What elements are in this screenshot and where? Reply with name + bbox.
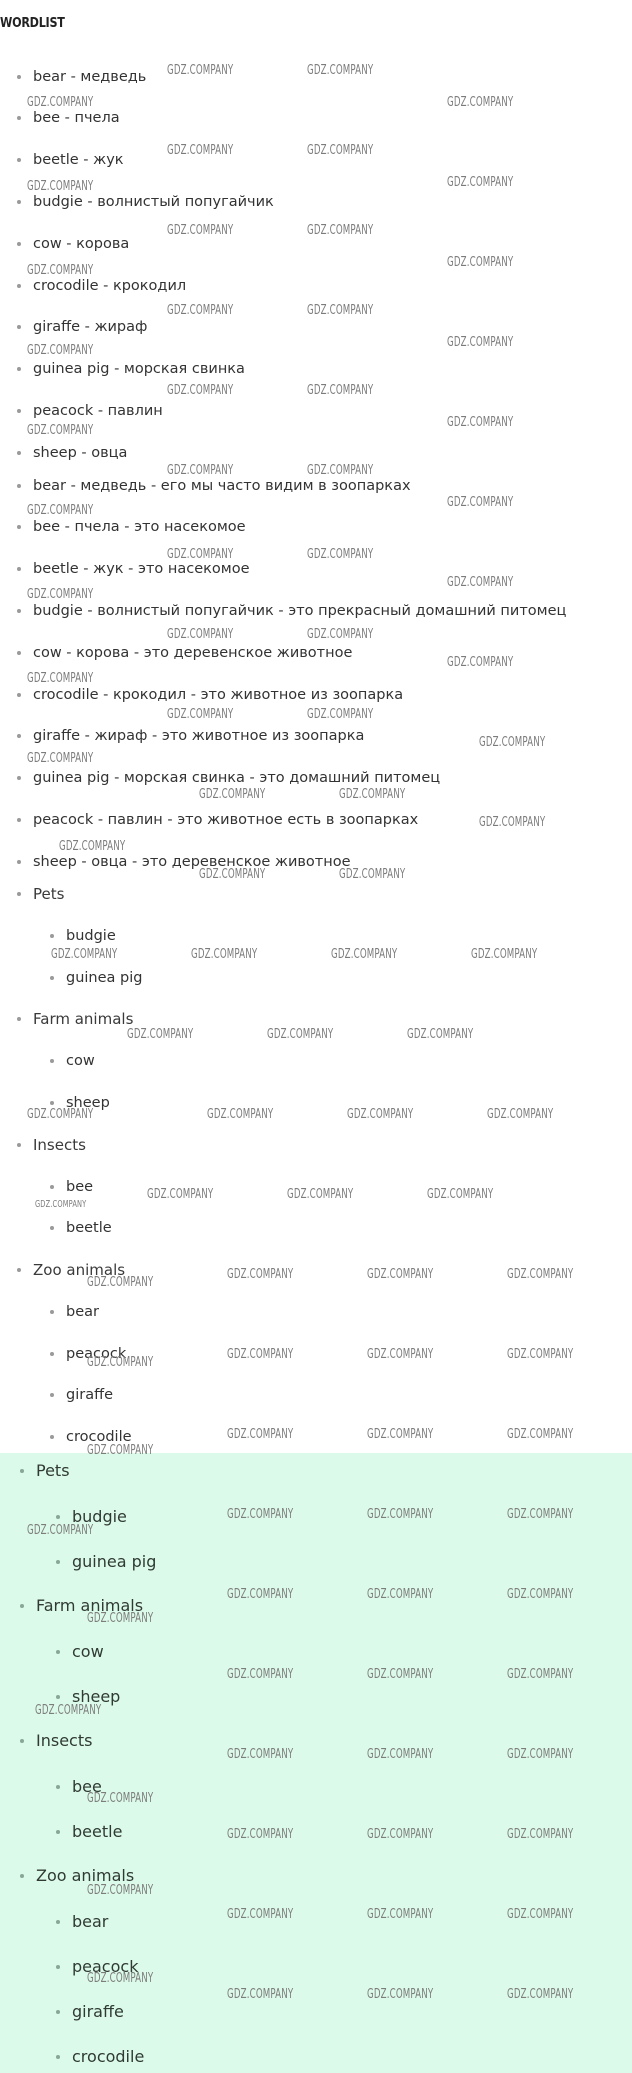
list-item: peacock - павлин	[33, 402, 163, 420]
watermark: GDZ.COMPANY	[367, 1827, 434, 1842]
watermark: GDZ.COMPANY	[447, 655, 514, 670]
watermark: GDZ.COMPANY	[307, 627, 374, 642]
watermark: GDZ.COMPANY	[59, 839, 126, 854]
category-pets: Pets	[33, 885, 64, 903]
watermark: GDZ.COMPANY	[307, 383, 374, 398]
watermark: GDZ.COMPANY	[27, 343, 94, 358]
list-item: guinea pig - морская свинка	[33, 360, 245, 378]
bullet-icon	[50, 1435, 54, 1439]
bullet-icon	[56, 1695, 60, 1699]
bullet-icon	[17, 860, 21, 864]
category-item: budgie	[72, 1507, 127, 1526]
watermark: GDZ.COMPANY	[367, 1267, 434, 1282]
category-item: sheep	[72, 1687, 120, 1706]
list-item: beetle - жук	[33, 151, 124, 169]
bullet-icon	[50, 1059, 54, 1063]
watermark: GDZ.COMPANY	[227, 1507, 294, 1522]
category-item: sheep	[66, 1094, 110, 1112]
watermark: GDZ.COMPANY	[507, 1347, 574, 1362]
watermark: GDZ.COMPANY	[199, 867, 266, 882]
watermark: GDZ.COMPANY	[307, 547, 374, 562]
watermark: GDZ.COMPANY	[167, 143, 234, 158]
watermark: GDZ.COMPANY	[27, 423, 94, 438]
watermark: GDZ.COMPANY	[267, 1027, 334, 1042]
bullet-icon	[17, 242, 21, 246]
watermark: GDZ.COMPANY	[447, 95, 514, 110]
category-insects: Insects	[36, 1731, 92, 1750]
watermark: GDZ.COMPANY	[367, 1667, 434, 1682]
category-item: budgie	[66, 927, 116, 945]
bullet-icon	[17, 651, 21, 655]
watermark: GDZ.COMPANY	[507, 1427, 574, 1442]
watermark: GDZ.COMPANY	[167, 303, 234, 318]
watermark: GDZ.COMPANY	[487, 1107, 554, 1122]
watermark: GDZ.COMPANY	[167, 547, 234, 562]
bullet-icon	[17, 451, 21, 455]
watermark: GDZ.COMPANY	[227, 1827, 294, 1842]
sentence-item: bear - медведь - его мы часто видим в зоопарках	[33, 477, 411, 495]
category-item: bear	[72, 1912, 108, 1931]
watermark: GDZ.COMPANY	[227, 1907, 294, 1922]
bullet-icon	[56, 2055, 60, 2059]
watermark: GDZ.COMPANY	[339, 787, 406, 802]
watermark: GDZ.COMPANY	[227, 1267, 294, 1282]
watermark: GDZ.COMPANY	[127, 1027, 194, 1042]
bullet-icon	[56, 2010, 60, 2014]
watermark: GDZ.COMPANY	[167, 223, 234, 238]
bullet-icon	[17, 1017, 21, 1021]
category-zoo-animals: Zoo animals	[36, 1866, 134, 1885]
watermark: GDZ.COMPANY	[367, 1507, 434, 1522]
watermark: GDZ.COMPANY	[27, 587, 94, 602]
category-item: peacock	[66, 1345, 126, 1363]
category-item: bee	[66, 1178, 93, 1196]
watermark: GDZ.COMPANY	[199, 787, 266, 802]
watermark: GDZ.COMPANY	[367, 1747, 434, 1762]
watermark: GDZ.COMPANY	[367, 1587, 434, 1602]
bullet-icon	[17, 776, 21, 780]
bullet-icon	[17, 567, 21, 571]
watermark: GDZ.COMPANY	[87, 1611, 154, 1626]
watermark: GDZ.COMPANY	[407, 1027, 474, 1042]
bullet-icon	[17, 1143, 21, 1147]
watermark: GDZ.COMPANY	[507, 1987, 574, 2002]
sentence-item: sheep - овца - это деревенское животное	[33, 853, 351, 871]
bullet-icon	[56, 1560, 60, 1564]
watermark: GDZ.COMPANY	[447, 255, 514, 270]
category-item: crocodile	[66, 1428, 132, 1446]
category-item: cow	[72, 1642, 104, 1661]
category-farm-animals: Farm animals	[36, 1596, 143, 1615]
watermark: GDZ.COMPANY	[367, 1347, 434, 1362]
watermark: GDZ.COMPANY	[287, 1187, 354, 1202]
watermark: GDZ.COMPANY	[27, 671, 94, 686]
watermark: GDZ.COMPANY	[307, 223, 374, 238]
watermark: GDZ.COMPANY	[507, 1747, 574, 1762]
bullet-icon	[17, 525, 21, 529]
watermark: GDZ.COMPANY	[167, 707, 234, 722]
bullet-icon	[50, 1185, 54, 1189]
watermark: GDZ.COMPANY	[167, 63, 234, 78]
list-item: bear - медведь	[33, 68, 146, 86]
bullet-icon	[17, 818, 21, 822]
bullet-icon	[17, 200, 21, 204]
bullet-icon	[17, 284, 21, 288]
watermark: GDZ.COMPANY	[27, 503, 94, 518]
watermark: GDZ.COMPANY	[367, 1907, 434, 1922]
watermark: GDZ.COMPANY	[307, 63, 374, 78]
category-zoo-animals: Zoo animals	[33, 1261, 125, 1279]
bullet-icon	[17, 693, 21, 697]
watermark: GDZ.COMPANY	[307, 143, 374, 158]
bullet-icon	[50, 934, 54, 938]
watermark: GDZ.COMPANY	[27, 179, 94, 194]
watermark: GDZ.COMPANY	[227, 1987, 294, 2002]
watermark: GDZ.COMPANY	[447, 175, 514, 190]
watermark: GDZ.COMPANY	[447, 415, 514, 430]
category-item: guinea pig	[72, 1552, 156, 1571]
watermark: GDZ.COMPANY	[191, 947, 258, 962]
category-item: beetle	[66, 1219, 112, 1237]
category-item: giraffe	[66, 1386, 113, 1404]
bullet-icon	[56, 1920, 60, 1924]
bullet-icon	[56, 1965, 60, 1969]
watermark: GDZ.COMPANY	[447, 575, 514, 590]
watermark: GDZ.COMPANY	[507, 1267, 574, 1282]
sentence-item: giraffe - жираф - это животное из зоопарка	[33, 727, 364, 745]
watermark: GDZ.COMPANY	[507, 1507, 574, 1522]
watermark: GDZ.COMPANY	[87, 1883, 154, 1898]
watermark: GDZ.COMPANY	[227, 1667, 294, 1682]
watermark: GDZ.COMPANY	[347, 1107, 414, 1122]
bullet-icon	[56, 1785, 60, 1789]
category-item: guinea pig	[66, 969, 142, 987]
bullet-icon	[50, 1101, 54, 1105]
bullet-icon	[17, 325, 21, 329]
watermark: GDZ.COMPANY	[227, 1747, 294, 1762]
list-item: giraffe - жираф	[33, 318, 147, 336]
bullet-icon	[17, 409, 21, 413]
watermark: GDZ.COMPANY	[339, 867, 406, 882]
category-insects: Insects	[33, 1136, 86, 1154]
watermark: GDZ.COMPANY	[331, 947, 398, 962]
bullet-icon	[56, 1650, 60, 1654]
watermark: GDZ.COMPANY	[51, 947, 118, 962]
sentence-item: cow - корова - это деревенское животное	[33, 644, 352, 662]
bullet-icon	[20, 1469, 24, 1473]
watermark: GDZ.COMPANY	[87, 1443, 154, 1458]
bullet-icon	[17, 484, 21, 488]
bullet-icon	[56, 1515, 60, 1519]
bullet-icon	[17, 1268, 21, 1272]
category-farm-animals: Farm animals	[33, 1010, 133, 1028]
list-item: budgie - волнистый попугайчик	[33, 193, 274, 211]
list-item: bee - пчела	[33, 109, 120, 127]
bullet-icon	[20, 1739, 24, 1743]
category-item: bear	[66, 1303, 99, 1321]
highlighted-answer-block	[0, 1453, 632, 2073]
category-item: peacock	[72, 1957, 138, 1976]
bullet-icon	[50, 1393, 54, 1397]
watermark: GDZ.COMPANY	[87, 1355, 154, 1370]
bullet-icon	[17, 75, 21, 79]
watermark: GDZ.COMPANY	[479, 735, 546, 750]
bullet-icon	[17, 892, 21, 896]
page-title: WORDLIST	[0, 16, 65, 31]
list-item: crocodile - крокодил	[33, 277, 186, 295]
watermark: GDZ.COMPANY	[27, 263, 94, 278]
bullet-icon	[20, 1604, 24, 1608]
watermark: GDZ.COMPANY	[447, 495, 514, 510]
list-item: cow - корова	[33, 235, 129, 253]
watermark: GDZ.COMPANY	[507, 1827, 574, 1842]
watermark: GDZ.COMPANY	[27, 1107, 94, 1122]
watermark: GDZ.COMPANY	[307, 707, 374, 722]
watermark: GDZ.COMPANY	[87, 1791, 154, 1806]
watermark: GDZ.COMPANY	[27, 95, 94, 110]
category-item: cow	[66, 1052, 95, 1070]
bullet-icon	[50, 976, 54, 980]
list-item: sheep - овца	[33, 444, 127, 462]
watermark: GDZ.COMPANY	[87, 1275, 154, 1290]
watermark: GDZ.COMPANY	[227, 1427, 294, 1442]
bullet-icon	[17, 116, 21, 120]
watermark: GDZ.COMPANY	[147, 1187, 214, 1202]
watermark: GDZ.COMPANY	[367, 1427, 434, 1442]
category-item: beetle	[72, 1822, 122, 1841]
sentence-item: budgie - волнистый попугайчик - это прекрасный домашний питомец	[33, 602, 566, 620]
category-pets: Pets	[36, 1461, 70, 1480]
bullet-icon	[56, 1830, 60, 1834]
watermark: GDZ.COMPANY	[507, 1667, 574, 1682]
sentence-item: bee - пчела - это насекомое	[33, 518, 246, 536]
watermark: GDZ.COMPANY	[35, 1703, 102, 1718]
watermark: GDZ.COMPANY	[227, 1587, 294, 1602]
bullet-icon	[50, 1310, 54, 1314]
bullet-icon	[17, 158, 21, 162]
sentence-item: peacock - павлин - это животное есть в зоопарках	[33, 811, 418, 829]
watermark: GDZ.COMPANY	[87, 1971, 154, 1986]
watermark: GDZ.COMPANY	[27, 751, 94, 766]
watermark: GDZ.COMPANY	[367, 1987, 434, 2002]
bullet-icon	[17, 367, 21, 371]
watermark: GDZ.COMPANY	[35, 1199, 87, 1210]
bullet-icon	[17, 609, 21, 613]
sentence-item: beetle - жук - это насекомое	[33, 560, 250, 578]
watermark: GDZ.COMPANY	[427, 1187, 494, 1202]
watermark: GDZ.COMPANY	[227, 1347, 294, 1362]
watermark: GDZ.COMPANY	[167, 463, 234, 478]
bullet-icon	[50, 1226, 54, 1230]
sentence-item: guinea pig - морская свинка - это домашний питомец	[33, 769, 440, 787]
watermark: GDZ.COMPANY	[507, 1907, 574, 1922]
sentence-item: crocodile - крокодил - это животное из зоопарка	[33, 686, 403, 704]
category-item: crocodile	[72, 2047, 144, 2066]
bullet-icon	[20, 1874, 24, 1878]
watermark: GDZ.COMPANY	[307, 463, 374, 478]
bullet-icon	[17, 734, 21, 738]
category-item: bee	[72, 1777, 102, 1796]
watermark: GDZ.COMPANY	[447, 335, 514, 350]
watermark: GDZ.COMPANY	[471, 947, 538, 962]
watermark: GDZ.COMPANY	[307, 303, 374, 318]
watermark: GDZ.COMPANY	[507, 1587, 574, 1602]
watermark: GDZ.COMPANY	[167, 627, 234, 642]
watermark: GDZ.COMPANY	[479, 815, 546, 830]
category-item: giraffe	[72, 2002, 124, 2021]
watermark: GDZ.COMPANY	[167, 383, 234, 398]
watermark: GDZ.COMPANY	[27, 1523, 94, 1538]
bullet-icon	[50, 1352, 54, 1356]
watermark: GDZ.COMPANY	[207, 1107, 274, 1122]
